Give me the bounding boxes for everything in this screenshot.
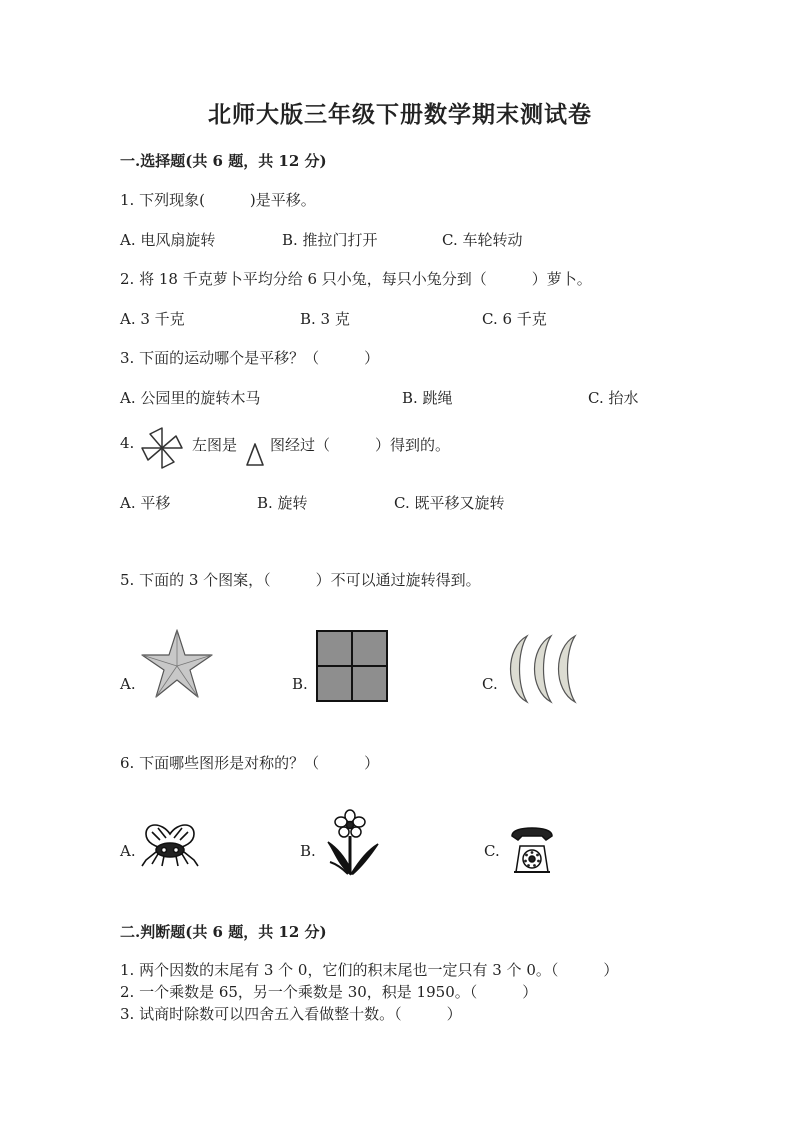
section-heading-judgement: 二.判断题(共 6 题，共 12 分) [120,923,327,941]
q4-option-b[interactable]: B. 旋转 [257,494,308,512]
q2-option-b[interactable]: B. 3 克 [300,310,350,328]
q6-option-b[interactable]: B. [300,842,316,860]
q2-option-c[interactable]: C. 6 千克 [482,310,547,328]
q6-option-c[interactable]: C. [484,842,500,860]
question-4-text-a: 左图是 [192,436,238,454]
q6-option-a[interactable]: A. [120,842,136,860]
question-2: 2. 将 18 千克萝卜平均分给 6 只小兔，每只小兔分到（ ）萝卜。 [120,270,592,288]
q1-option-c[interactable]: C. 车轮转动 [442,231,523,249]
q4-option-a[interactable]: A. 平移 [120,494,171,512]
q5-option-c[interactable]: C. [482,675,498,693]
q1-option-a[interactable]: A. 电风扇旋转 [120,231,216,249]
q3-option-c[interactable]: C. 抬水 [588,389,639,407]
q3-option-b[interactable]: B. 跳绳 [402,389,453,407]
question-4-text-b: 图经过（ ）得到的。 [270,436,451,454]
question-4-number: 4. [120,434,135,452]
telephone-figure [508,826,556,874]
insect-figure [138,820,202,868]
q5-option-a[interactable]: A. [120,675,136,693]
q2-option-a[interactable]: A. 3 千克 [120,310,185,328]
square-grid-figure [316,630,388,702]
star-figure [140,628,214,700]
judgement-item-3: 3. 试商时除数可以四舍五入看做整十数。（ ） [120,1005,462,1023]
section-heading-choice: 一.选择题(共 6 题，共 12 分) [120,152,327,170]
question-5: 5. 下面的 3 个图案，（ ）不可以通过旋转得到。 [120,571,481,589]
crescent-moons-figure [505,634,583,704]
pinwheel-figure [140,426,184,470]
page-title: 北师大版三年级下册数学期末测试卷 [208,101,592,128]
question-3: 3. 下面的运动哪个是平移？（ ） [120,349,380,367]
q3-option-a[interactable]: A. 公园里的旋转木马 [120,389,261,407]
q5-option-b[interactable]: B. [292,675,308,693]
judgement-item-1: 1. 两个因数的末尾有 3 个 0，它们的积末尾也一定只有 3 个 0。（ ） [120,961,619,979]
flower-figure [320,810,382,876]
q1-option-b[interactable]: B. 推拉门打开 [282,231,378,249]
question-1: 1. 下列现象( )是平移。 [120,191,316,209]
q4-option-c[interactable]: C. 既平移又旋转 [394,494,505,512]
question-6: 6. 下面哪些图形是对称的？（ ） [120,754,380,772]
judgement-item-2: 2. 一个乘数是 65，另一个乘数是 30，积是 1950。（ ） [120,983,538,1001]
triangle-figure [244,442,266,468]
